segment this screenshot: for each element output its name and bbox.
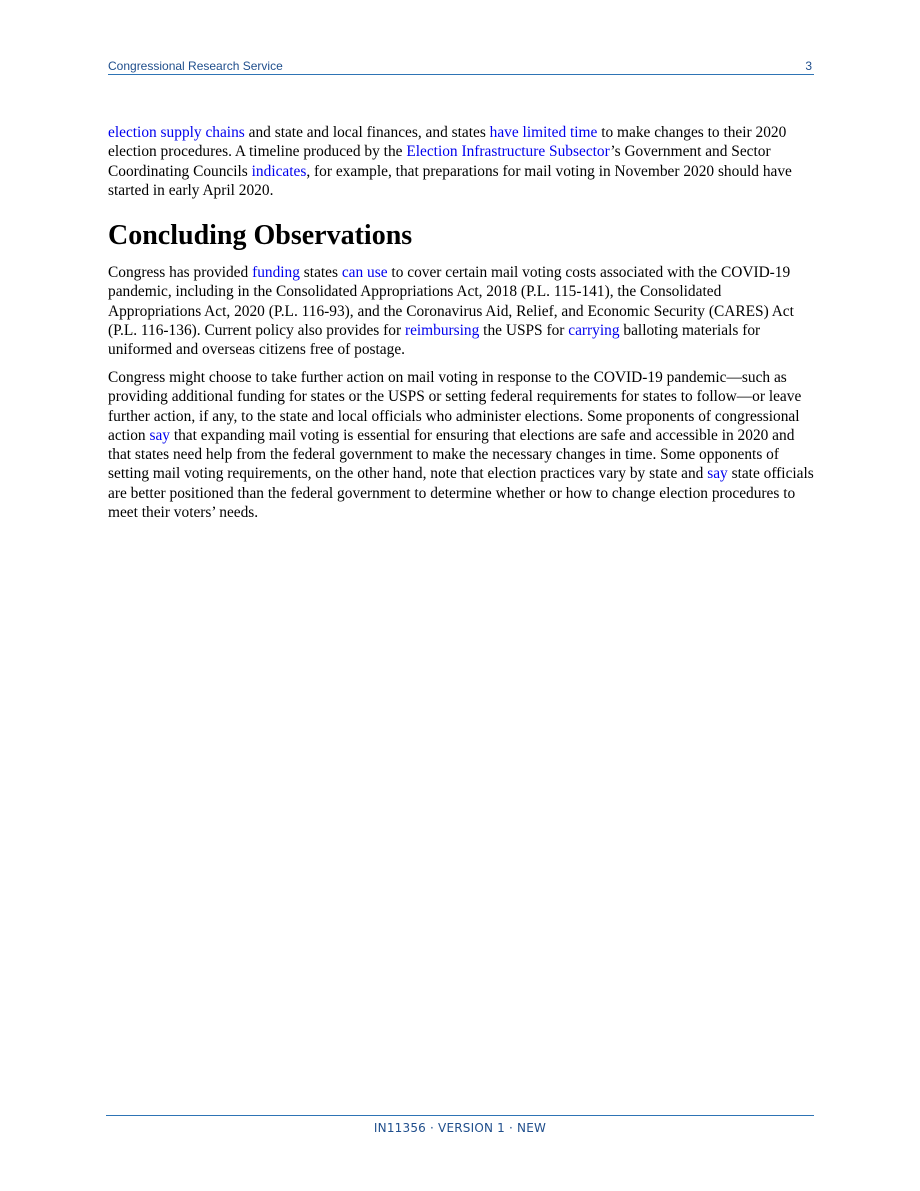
link-can-use[interactable]: can use	[341, 264, 388, 281]
paragraph-text: Congress has provided	[108, 264, 253, 281]
page-footer	[106, 1115, 814, 1135]
page-header	[108, 58, 814, 75]
paragraph-text: to cover certain mail voting costs associated with the COVID-19 pandemic, including in the Consolidated Appropriations Act, 2018 (P.L. 115-141), the Consolidated Appropriations Act, 2020 (P.L. 116-93), and the Coronavirus Aid, Relief, and Economic Security (CARES) Act (P.L. 116-136). Current policy also provides for	[108, 264, 794, 339]
link-funding[interactable]: funding	[252, 264, 300, 281]
paragraph-text: , for example, that preparations for mail voting in November 2020 should have started in early April 2020.	[108, 162, 792, 199]
paragraph-text: balloting materials for uniformed and overseas citizens free of postage.	[108, 321, 761, 359]
paragraph-text: states	[299, 264, 342, 281]
link-have-limited-time[interactable]: have limited time	[489, 124, 598, 141]
link-say-opponents[interactable]: say	[707, 465, 728, 483]
paragraph-further-action	[108, 368, 814, 522]
paragraph-text: ’s Government and Sector Coordinating Councils	[108, 143, 771, 180]
paragraph-text: state officials are better positioned than the federal government to determine whether or how to change election procedures to meet their voters’ needs.	[108, 465, 814, 522]
link-election-infrastructure-subsector[interactable]: Election Infrastructure Subsector	[406, 143, 611, 161]
header-page-number: 3	[805, 59, 812, 73]
paragraph-funding	[108, 263, 814, 359]
paragraph-intro	[108, 123, 814, 200]
header-org-name: Congressional Research Service	[108, 59, 283, 73]
link-election-supply-chains[interactable]: election supply chains	[108, 124, 245, 141]
link-reimbursing[interactable]: reimbursing	[404, 321, 480, 339]
paragraph-text: the USPS for	[479, 321, 569, 339]
paragraph-text: to make changes to their 2020 election procedures. A timeline produced by the	[108, 124, 787, 161]
paragraph-text: Congress might choose to take further action on mail voting in response to the COVID-19 pandemic—such as providing additional funding for states or the USPS or setting federal requirements for states to follow—or leave further action, if any, to the state and local officials who administer elections. Some proponents of congressional action	[108, 369, 802, 444]
link-carrying[interactable]: carrying	[568, 321, 620, 339]
footer-document-id: IN11356 · VERSION 1 · NEW	[373, 1121, 547, 1135]
paragraph-text: that expanding mail voting is essential for ensuring that elections are safe and accessible in 2020 and that states need help from the federal government to make the necessary changes in time. Some opponents of setting mail voting requirements, on the other hand, note that election practices vary by state and	[108, 426, 795, 483]
link-indicates[interactable]: indicates	[251, 162, 307, 180]
paragraph-text: and state and local finances, and states	[244, 124, 490, 141]
link-say-proponents[interactable]: say	[149, 426, 170, 444]
section-heading: Concluding Observations	[108, 220, 413, 251]
